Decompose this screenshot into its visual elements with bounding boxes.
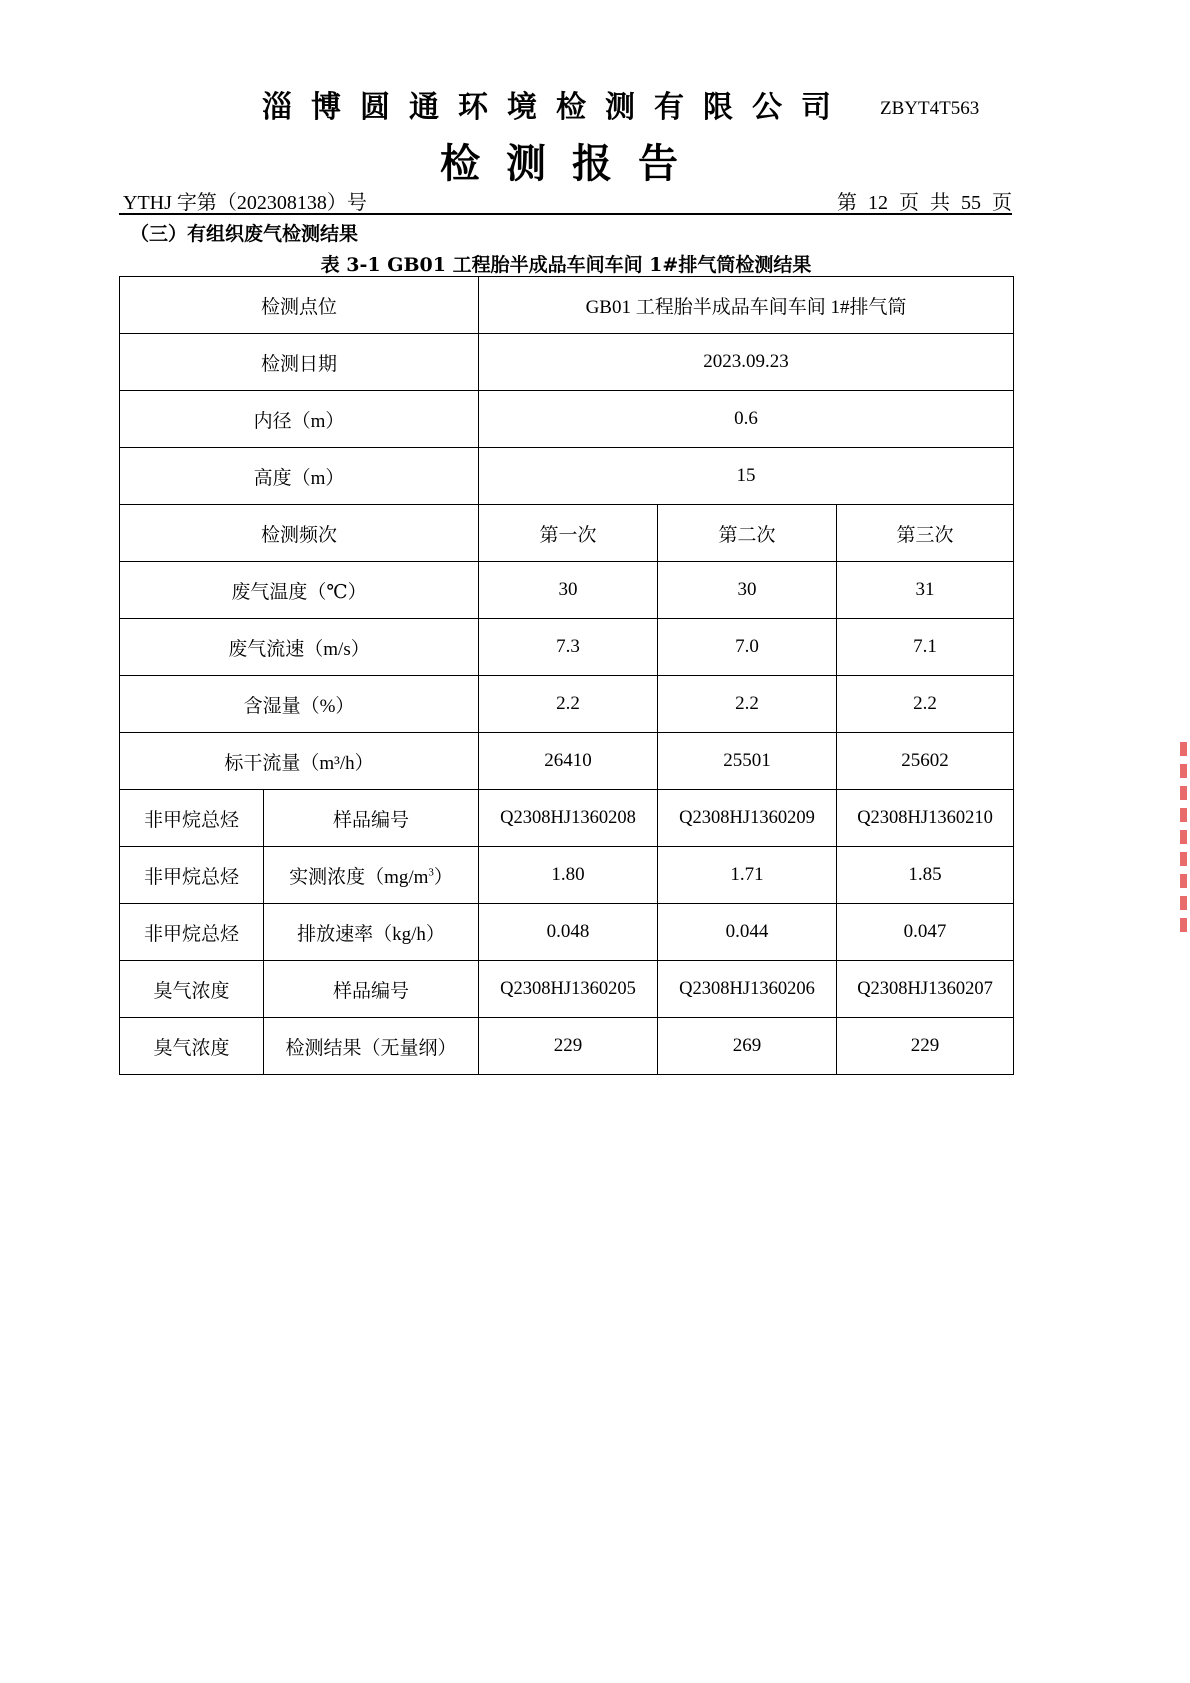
cell-value: 2.2 [837, 676, 1014, 733]
cell-value: 7.1 [837, 619, 1014, 676]
cell-value: 1.80 [479, 847, 658, 904]
row-label: 废气温度（℃） [120, 562, 479, 619]
table-row [120, 277, 1014, 334]
section-title: （三）有组织废气检测结果 [130, 223, 359, 245]
table-row [120, 790, 1014, 847]
table-row [120, 505, 1014, 562]
header-divider [119, 213, 1012, 215]
sample-id: Q2308HJ1360207 [837, 961, 1014, 1018]
sample-id: Q2308HJ1360206 [658, 961, 837, 1018]
company-name: 淄博圆通环境检测有限公司 [262, 90, 850, 125]
superscript: 3 [428, 866, 434, 879]
cell-value: 26410 [479, 733, 658, 790]
seal-stamp-edge [1180, 742, 1187, 932]
sub-label: 样品编号 [264, 961, 479, 1018]
sub-label: 检测结果（无量纲） [264, 1018, 479, 1075]
row-label: 内径（m） [120, 391, 479, 448]
cell-value: 7.0 [658, 619, 837, 676]
sample-id: Q2308HJ1360210 [837, 790, 1014, 847]
row-label: 废气流速（m/s） [120, 619, 479, 676]
row-label: 含湿量（%） [120, 676, 479, 733]
table-row [120, 733, 1014, 790]
cell-value: 0.048 [479, 904, 658, 961]
document-code: ZBYT4T563 [880, 98, 980, 119]
page-indicator: 第 12 页 共 55 页 [837, 192, 1012, 214]
cell-value: 25602 [837, 733, 1014, 790]
row-value: 0.6 [479, 391, 1014, 448]
cell-value: 7.3 [479, 619, 658, 676]
sample-id: Q2308HJ1360208 [479, 790, 658, 847]
sub-label-suffix: ） [433, 866, 453, 888]
results-table [119, 276, 1014, 1075]
row-label: 检测点位 [120, 277, 479, 334]
cell-value: 2.2 [658, 676, 837, 733]
table-caption: 表 3-1 GB01 工程胎半成品车间车间 1#排气筒检测结果 [320, 254, 812, 276]
sub-label: 样品编号 [264, 790, 479, 847]
sub-label-text: 实测浓度（mg/m [289, 866, 429, 888]
report-title: 检测报告 [440, 141, 704, 187]
table-row [120, 676, 1014, 733]
table-row [120, 904, 1014, 961]
pollutant-name: 臭气浓度 [120, 961, 264, 1018]
sample-id: Q2308HJ1360205 [479, 961, 658, 1018]
cell-value: 2.2 [479, 676, 658, 733]
report-number: YTHJ 字第（202308138）号 [123, 192, 367, 214]
row-label: 检测日期 [120, 334, 479, 391]
freq-header: 第二次 [658, 505, 837, 562]
row-value: 2023.09.23 [479, 334, 1014, 391]
row-label: 检测频次 [120, 505, 479, 562]
sub-label [264, 847, 479, 904]
cell-value: 269 [658, 1018, 837, 1075]
table-row [120, 334, 1014, 391]
cell-value: 0.047 [837, 904, 1014, 961]
pollutant-name: 臭气浓度 [120, 1018, 264, 1075]
freq-header: 第三次 [837, 505, 1014, 562]
table-row [120, 391, 1014, 448]
row-label: 标干流量（m³/h） [120, 733, 479, 790]
cell-value: 1.85 [837, 847, 1014, 904]
cell-value: 0.044 [658, 904, 837, 961]
row-value: 15 [479, 448, 1014, 505]
pollutant-name: 非甲烷总烃 [120, 847, 264, 904]
table-row [120, 847, 1014, 904]
pollutant-name: 非甲烷总烃 [120, 904, 264, 961]
sub-label: 排放速率（kg/h） [264, 904, 479, 961]
cell-value: 31 [837, 562, 1014, 619]
table-row [120, 448, 1014, 505]
cell-value: 30 [479, 562, 658, 619]
pollutant-name: 非甲烷总烃 [120, 790, 264, 847]
sample-id: Q2308HJ1360209 [658, 790, 837, 847]
cell-value: 25501 [658, 733, 837, 790]
table-row [120, 619, 1014, 676]
cell-value: 229 [479, 1018, 658, 1075]
table-row [120, 562, 1014, 619]
row-value: GB01 工程胎半成品车间车间 1#排气筒 [479, 277, 1014, 334]
cell-value: 30 [658, 562, 837, 619]
table-row [120, 961, 1014, 1018]
cell-value: 229 [837, 1018, 1014, 1075]
table-row [120, 1018, 1014, 1075]
row-label: 高度（m） [120, 448, 479, 505]
cell-value: 1.71 [658, 847, 837, 904]
freq-header: 第一次 [479, 505, 658, 562]
